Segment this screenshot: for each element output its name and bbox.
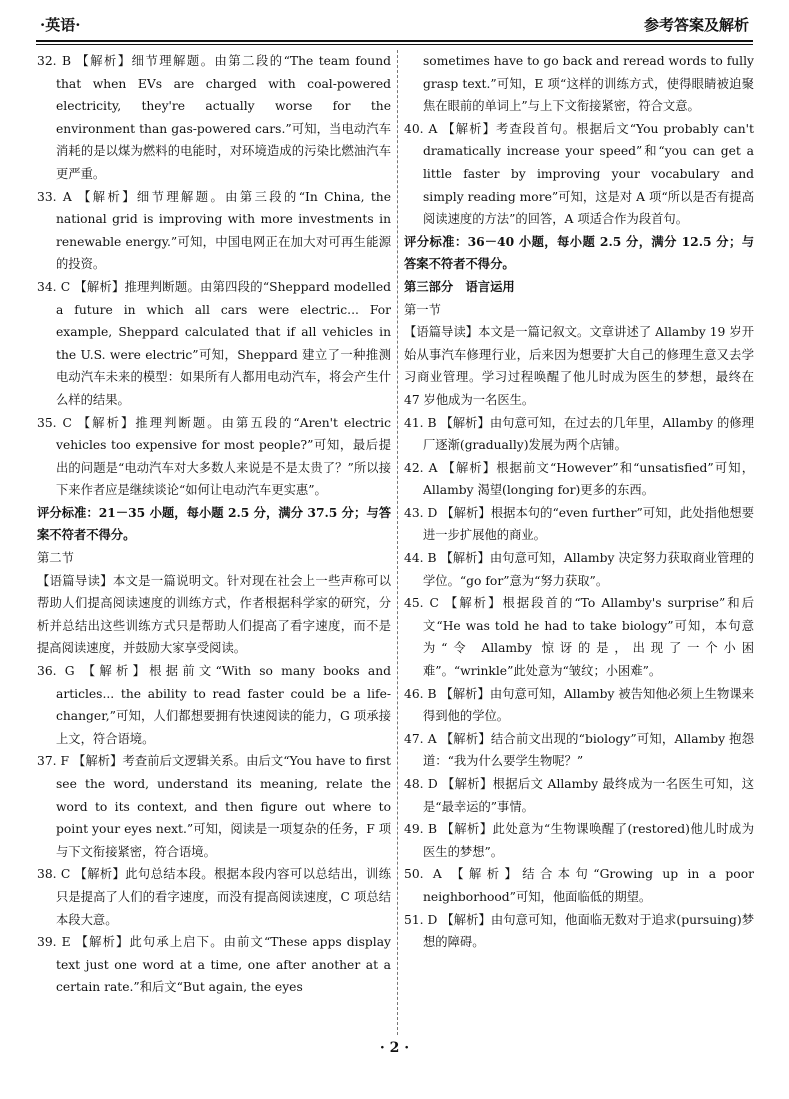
column-divider	[397, 50, 398, 1035]
passage-guide-2: 【语篇导读】本文是一篇记叙文。文章讲述了 Allamby 19 岁开始从事汽车修理行业，后来因为想要扩大自己的修理生意又去学习商业管理。学习过程唤醒了他儿时成为医生的梦想，最终在 47 岁他成为一名医生。	[404, 325, 754, 407]
part-three-title: 第三部分 语言运用	[404, 278, 515, 294]
answer-32: 32. B 【解析】细节理解题。由第二段的“The team found that when EVs are charged with coal-powered electricity, they're actually worse for the environment than gas-powered cars.”可知，当电动汽车消耗的是以煤为燃料的电能时，对环境造成的污染比燃油汽车更严重。	[37, 54, 391, 181]
answer-48: 48. D 【解析】根据后文 Allamby 最终成为一名医生可知，这是“最幸运的”事情。	[404, 777, 754, 814]
right-column	[404, 50, 754, 954]
answer-35: 35. C 【解析】推理判断题。由第五段的“Aren't electric vehicles too expensive for most people?”可知，最后提出的问题是“电动汽车对大多数人来说是不是太贵了？”所以接下来作者应是继续谈论“如何让电动汽车更实惠”。	[37, 415, 391, 498]
header-rule	[36, 40, 753, 42]
answer-39-cont: sometimes have to go back and reread words to fully grasp text.”可知，E 项“这样的训练方式，使得眼睛被迫聚焦在眼前的单词上”与上下文衔接紧密，符合文意。	[423, 54, 754, 114]
subject-header: ·英语·	[40, 16, 81, 34]
answer-36: 36. G 【解析】根据前文“With so many books and articles... the ability to read faster could be a life-changer,”可知，人们都想要拥有快速阅读的能力，G 项承接上文，符合语境。	[37, 664, 391, 746]
answer-42: 42. A 【解析】根据前文“However”和“unsatisfied”可知，Allamby 渴望(longing for)更多的东西。	[404, 460, 754, 498]
answer-33: 33. A 【解析】细节理解题。由第三段的“In China, the national grid is improving with more investments in renewable energy.”可知，中国电网正在加大对可再生能源的投资。	[37, 189, 391, 272]
passage-guide-1: 【语篇导读】本文是一篇说明文。针对现在社会上一些声称可以帮助人们提高阅读速度的训练方式，作者根据科学家的研究，分析并总结出这些训练方式只是帮助人们提高了看字速度，而不是提高阅读速度，并鼓励大家享受阅读。	[37, 573, 391, 656]
page-number: · 2 ·	[379, 1040, 410, 1056]
left-column	[37, 50, 391, 999]
answer-34: 34. C 【解析】推理判断题。由第四段的“Sheppard modelled a future in which all cars were electric... For example, Sheppard calculated that if all vehicles in the U.S. were electric”可知，Sheppard 建立了一种推测电动汽车未来的模型：如果所有人都用电动汽车，将会产生什么样的结果。	[37, 279, 391, 407]
answer-39: 39. E 【解析】此句承上启下。由前文“These apps display text just one word at a time, one after another at a certain rate.”和后文“But again, the eyes	[37, 935, 391, 995]
answer-37: 37. F 【解析】考查前后文逻辑关系。由后文“You have to first see the word, understand its meaning, relate the word to its context, and then figure out where to point your eyes next.”可知，阅读是一项复杂的任务，F 项与下文衔接紧密，符合语境。	[37, 754, 391, 859]
scoring-note-1: 评分标准：21－35 小题，每小题 2.5 分，满分 37.5 分；与答案不符者不得分。	[37, 504, 391, 543]
answer-40: 40. A 【解析】考查段首句。根据后文“You probably can't dramatically increase your speed”和“you can get a little faster by improving your vocabulary and simply reading more”可知，这是对 A 项“所以是否有提高阅读速度的方法”的回答，A 项适合作为段首句。	[404, 121, 754, 227]
answer-45: 45. C 【解析】根据段首的“To Allamby's surprise”和后文“He was told he had to take biology”可知，本句意为“令 Allamby 惊讶的是，出现了一个小困难”。“wrinkle”此处意为“皱纹；小困难”。	[404, 596, 754, 679]
answer-47: 47. A 【解析】结合前文出现的“biology”可知，Allamby 抱怨道：“我为什么要学生物呢？”	[404, 731, 754, 769]
answer-49: 49. B 【解析】此处意为“生物课唤醒了(restored)他儿时成为医生的梦想”。	[404, 822, 754, 859]
answer-44: 44. B 【解析】由句意可知，Allamby 决定努力获取商业管理的学位。“go for”意为“努力获取”。	[404, 551, 754, 588]
header-rule-thin	[36, 44, 753, 45]
section-label-1: 第一节	[404, 302, 441, 317]
answer-46: 46. B 【解析】由句意可知，Allamby 被告知他必须上生物课来得到他的学位。	[404, 686, 754, 724]
section-label-2: 第二节	[37, 551, 74, 566]
answer-51: 51. D 【解析】由句意可知，他面临无数对于追求(pursuing)梦想的障碍。	[404, 912, 754, 950]
scoring-note-2: 评分标准：36－40 小题，每小题 2.5 分，满分 12.5 分；与答案不符者不得分。	[404, 233, 754, 272]
answer-38: 38. C 【解析】此句总结本段。根据本段内容可以总结出，训练只是提高了人们的看字速度，而没有提高阅读速度，C 项总结本段大意。	[37, 867, 391, 927]
answer-41: 41. B 【解析】由句意可知，在过去的几年里，Allamby 的修理厂逐渐(gradually)发展为两个店铺。	[404, 415, 754, 453]
answer-50: 50. A 【解析】结合本句“Growing up in a poor neighborhood”可知，他面临低的期望。	[404, 867, 754, 904]
section-header: 参考答案及解析	[643, 16, 749, 34]
answer-43: 43. D 【解析】根据本句的“even further”可知，此处指他想要进一步扩展他的商业。	[404, 505, 754, 543]
